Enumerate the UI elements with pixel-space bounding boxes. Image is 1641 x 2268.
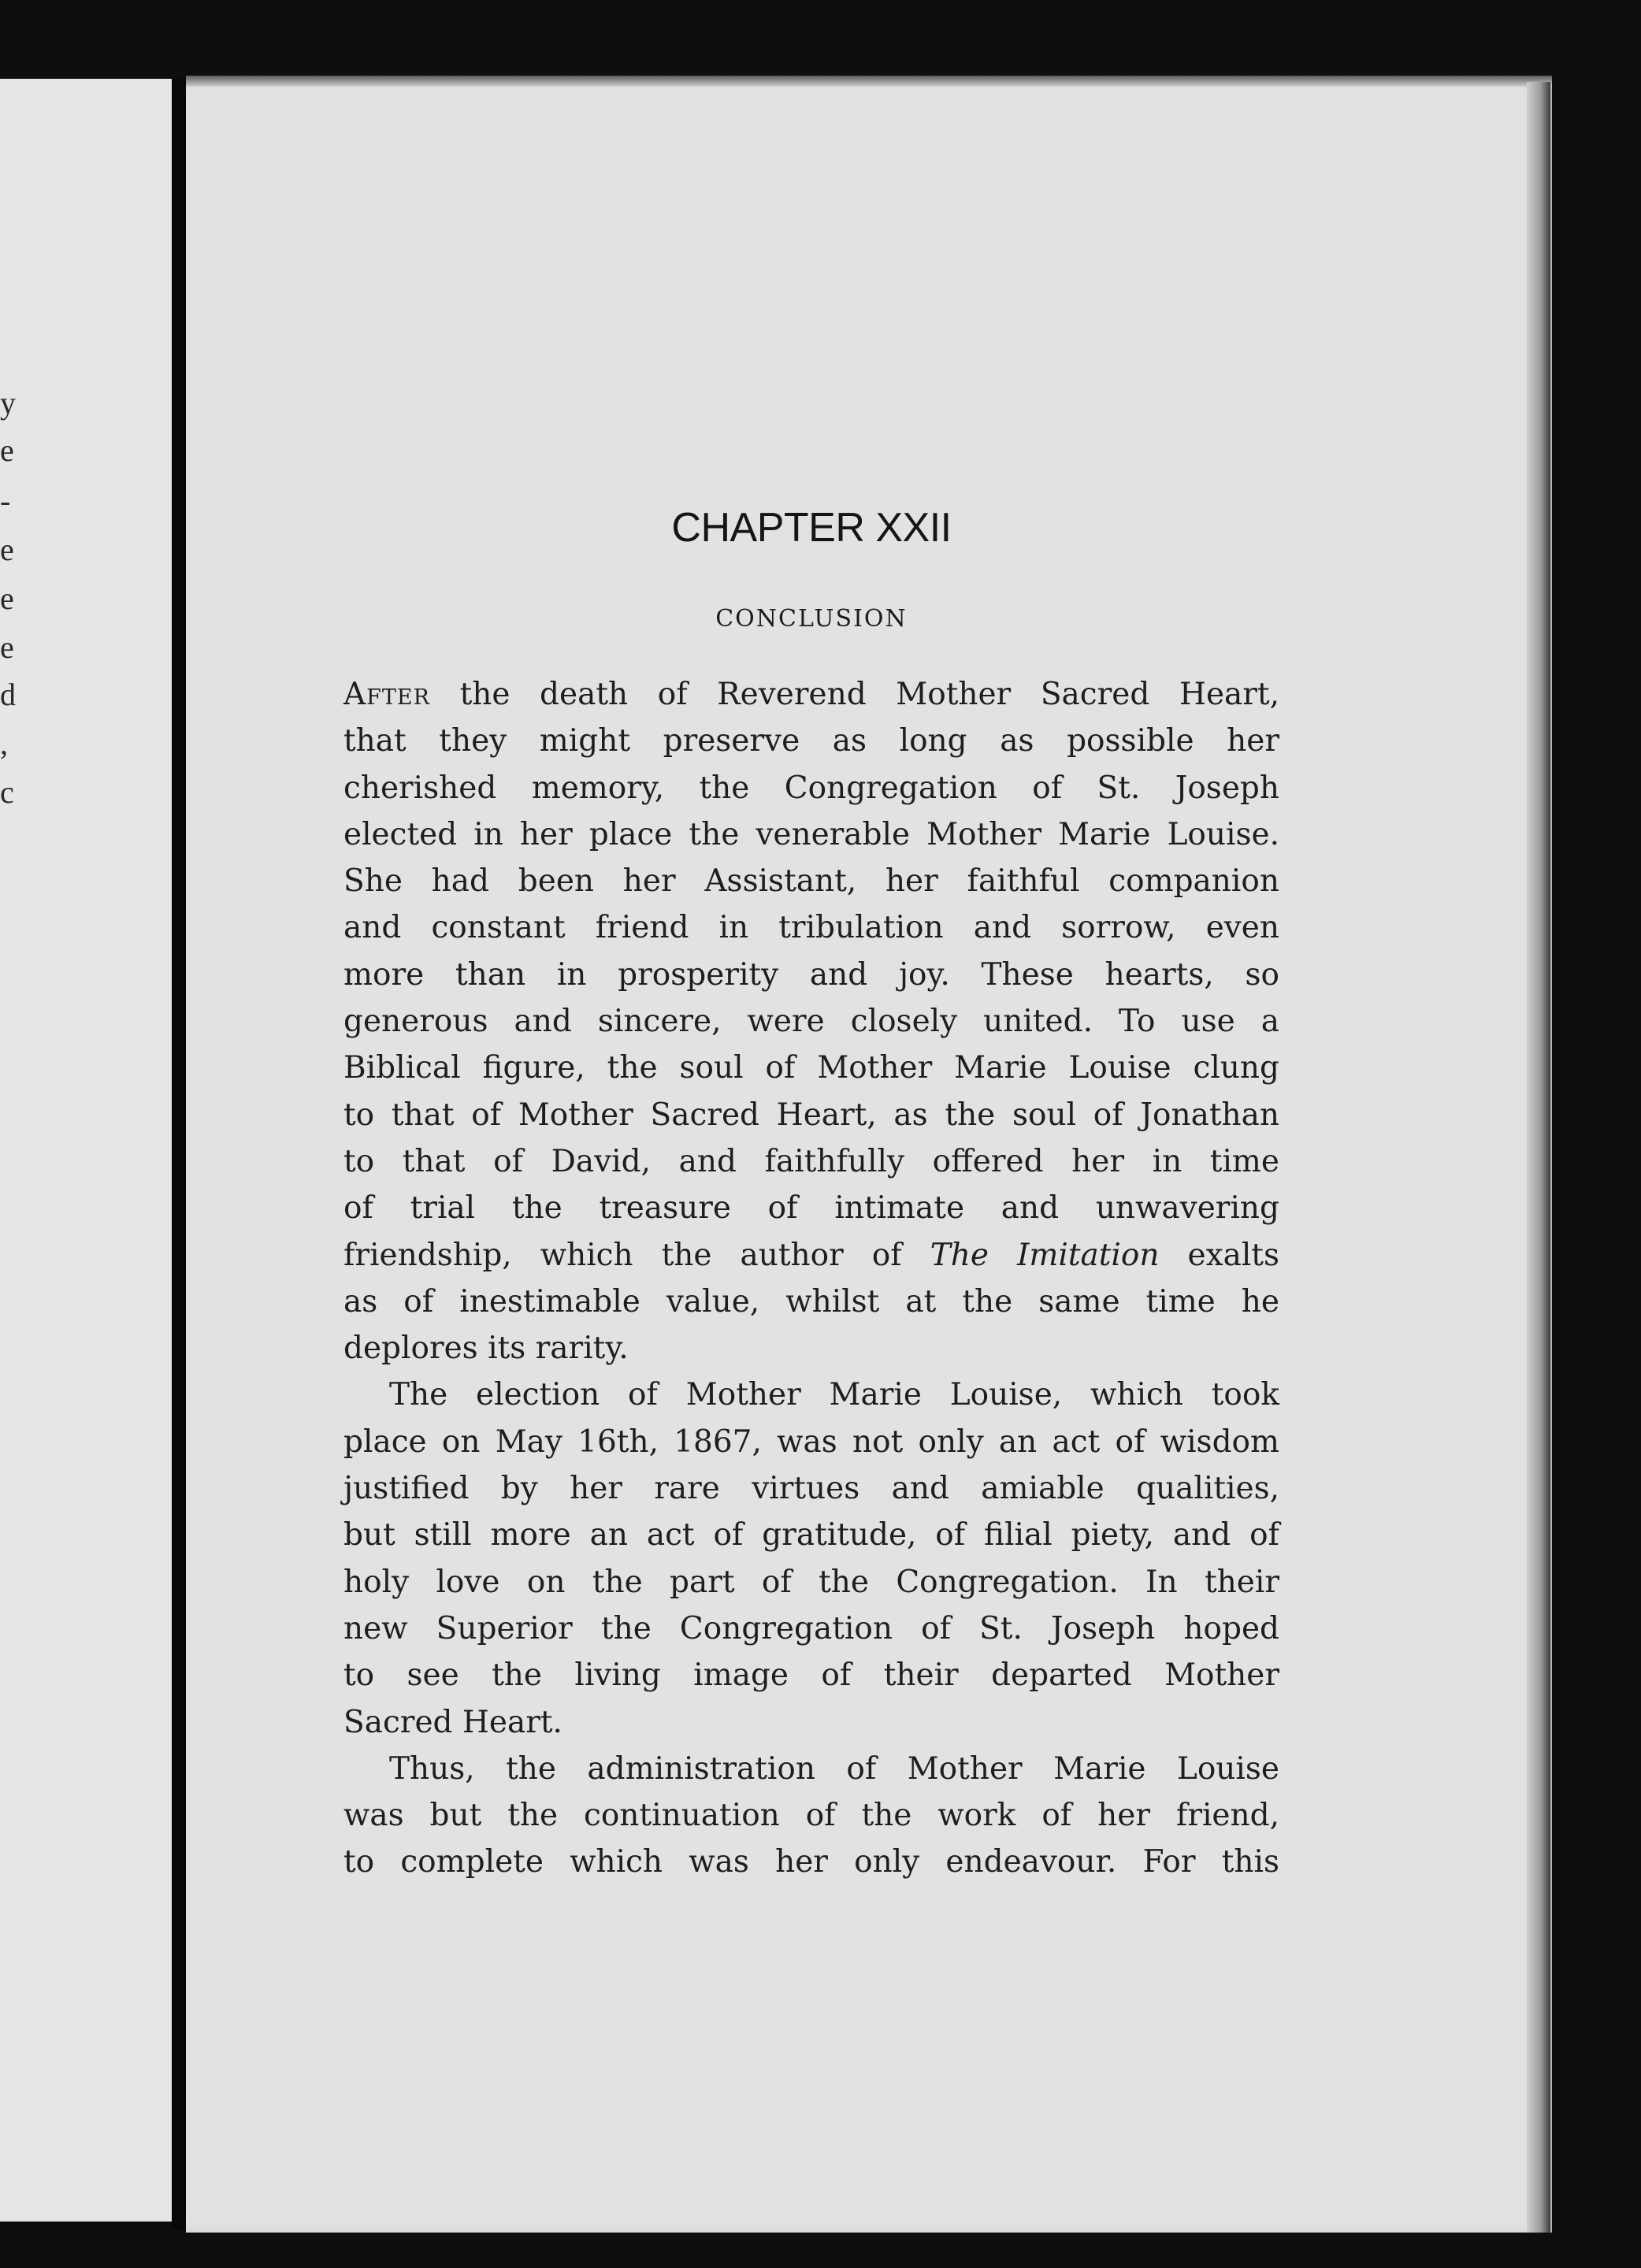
lead-word: After xyxy=(343,677,430,712)
line-text: the death of Reverend Mother Sacred Heart, xyxy=(429,677,1279,712)
paragraph-line: elected in her place the venerable Mother Marie Louise. xyxy=(343,816,1279,852)
paragraph-line: Thus, the administration of Mother Marie Louise xyxy=(389,1750,1279,1787)
facing-page-fragment: c xyxy=(0,774,14,810)
facing-page-fragment: - xyxy=(0,483,11,518)
paragraph-line: Sacred Heart. xyxy=(343,1704,562,1740)
paragraph-line: The election of Mother Marie Louise, which took xyxy=(389,1377,1279,1413)
facing-page-fragment: , xyxy=(0,726,8,761)
paragraph-line xyxy=(343,671,1279,718)
chapter-heading: CHAPTER XXII xyxy=(671,505,952,551)
facing-page-fragment: e xyxy=(0,532,14,567)
paragraph-line: to that of David, and faithfully offered her in time xyxy=(343,1143,1279,1179)
paragraph-line: generous and sincere, were closely united. To use a xyxy=(343,1004,1279,1040)
paragraph-line: as of inestimable value, whilst at the same time he xyxy=(343,1283,1279,1320)
paragraph-line: that they might preserve as long as possible her xyxy=(343,723,1279,759)
paragraph-line: cherished memory, the Congregation of St. Joseph xyxy=(343,770,1279,806)
paragraph-line: Biblical figure, the soul of Mother Marie Louise clung xyxy=(343,1050,1279,1086)
paragraph-line: to that of Mother Sacred Heart, as the soul of Jonathan xyxy=(343,1097,1279,1133)
paragraph-line: more than in prosperity and joy. These hearts, so xyxy=(343,956,1279,993)
chapter-body xyxy=(343,671,1279,1886)
paragraph-line: and constant friend in tribulation and sorrow, even xyxy=(343,910,1279,946)
line-text: friendship, which the author of xyxy=(343,1237,930,1273)
paragraph-line: deplores its rarity. xyxy=(343,1331,629,1367)
chapter-subtitle: CONCLUSION xyxy=(715,605,908,633)
facing-page-fragment: d xyxy=(0,677,16,712)
paragraph-line: to see the living image of their departed Mother xyxy=(343,1657,1279,1694)
paragraph-line-with-title xyxy=(343,1232,1279,1279)
paragraph-line: She had been her Assistant, her faithful companion xyxy=(343,863,1279,900)
paragraph-line: was but the continuation of the work of her friend, xyxy=(343,1798,1279,1834)
facing-page-fragment: e xyxy=(0,581,14,616)
facing-page-fragment: y xyxy=(0,385,16,421)
book-title: The Imitation xyxy=(930,1237,1160,1273)
facing-page-fragment: e xyxy=(0,629,14,665)
paragraph-line: holy love on the part of the Congregation. In their xyxy=(343,1564,1279,1600)
paragraph-line: justified by her rare virtues and amiable qualities, xyxy=(343,1471,1279,1507)
paragraph-line: new Superior the Congregation of St. Joseph hoped xyxy=(343,1610,1279,1646)
paragraph-line: of trial the treasure of intimate and unwavering xyxy=(343,1190,1279,1227)
page-top-edge xyxy=(186,76,1552,87)
facing-page-strip xyxy=(0,79,172,2222)
facing-page-fragment: e xyxy=(0,432,14,468)
paragraph-line: place on May 16th, 1867, was not only an act of wisdom xyxy=(343,1424,1279,1460)
paragraph-line: to complete which was her only endeavour. For this xyxy=(343,1844,1279,1880)
paragraph-line: but still more an act of gratitude, of filial piety, and of xyxy=(343,1517,1279,1553)
line-text: exalts xyxy=(1159,1237,1279,1273)
page-right-edge xyxy=(1527,82,1550,2233)
book-gutter xyxy=(172,79,186,2229)
